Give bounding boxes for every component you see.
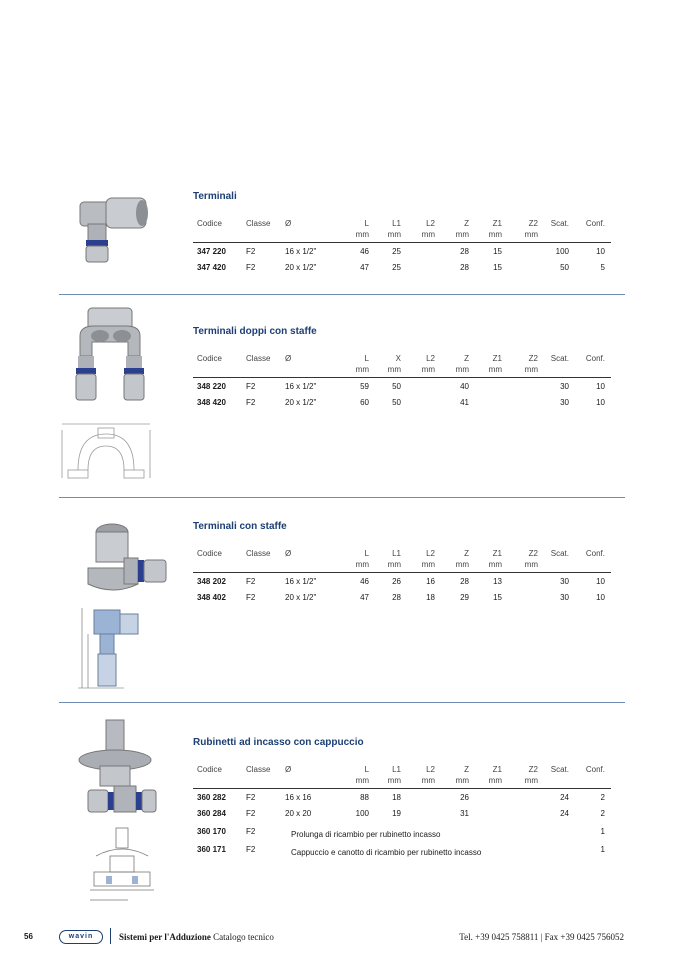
table-cell: 60 — [360, 398, 369, 407]
table-cell: F2 — [246, 263, 256, 272]
table-header — [193, 219, 611, 241]
table-cell: 10 — [596, 382, 605, 391]
table-header — [193, 549, 611, 571]
row-description: Cappuccio e canotto di ricambio per rubinetto incasso — [291, 848, 482, 857]
column-unit: mm — [387, 776, 401, 785]
section-title: Terminali con staffe — [193, 521, 287, 532]
column-header: Scat. — [550, 219, 569, 228]
column-unit: mm — [488, 365, 502, 374]
product-table — [193, 765, 611, 875]
table-cell: 15 — [493, 247, 502, 256]
table-row — [193, 593, 611, 605]
column-unit: mm — [421, 365, 435, 374]
terminal-bracket-image — [84, 520, 174, 598]
column-header: Ø — [285, 765, 292, 774]
terminal-bracket-drawing — [74, 604, 146, 690]
column-unit: mm — [455, 365, 469, 374]
table-cell: 20 x 1/2" — [285, 263, 317, 272]
product-code: 360 284 — [197, 809, 226, 818]
column-header: L — [364, 219, 369, 228]
column-unit: mm — [524, 776, 538, 785]
page-footer — [0, 925, 678, 949]
table-cell: 2 — [600, 793, 605, 802]
table-cell: 30 — [560, 577, 569, 586]
table-cell: 30 — [560, 398, 569, 407]
table-cell: 15 — [493, 263, 502, 272]
table-cell: 41 — [460, 398, 469, 407]
column-unit: mm — [524, 365, 538, 374]
column-unit: mm — [421, 230, 435, 239]
table-cell: 20 x 1/2" — [285, 593, 317, 602]
column-header: L — [364, 354, 369, 363]
table-cell: 24 — [560, 809, 569, 818]
product-code: 348 220 — [197, 382, 226, 391]
table-cell: 18 — [392, 793, 401, 802]
table-cell: F2 — [246, 577, 256, 586]
table-cell: 100 — [555, 247, 569, 256]
product-code: 347 220 — [197, 247, 226, 256]
column-header: Z1 — [492, 549, 502, 558]
column-header: Conf. — [585, 549, 605, 558]
column-unit: mm — [355, 776, 369, 785]
table-cell: 20 x 20 — [285, 809, 312, 818]
table-cell: F2 — [246, 593, 256, 602]
column-header: Conf. — [585, 765, 605, 774]
column-header: Z — [464, 765, 469, 774]
column-unit: mm — [355, 560, 369, 569]
terminal-tee-image — [74, 196, 154, 268]
table-cell: 30 — [560, 593, 569, 602]
table-cell: 47 — [360, 263, 369, 272]
table-cell: 28 — [392, 593, 401, 602]
column-header: Z — [464, 219, 469, 228]
table-row — [193, 247, 611, 259]
table-cell: 88 — [360, 793, 369, 802]
section-title: Terminali doppi con staffe — [193, 326, 317, 337]
column-unit: mm — [387, 365, 401, 374]
product-code: 348 202 — [197, 577, 226, 586]
section-title: Terminali — [193, 191, 237, 202]
table-cell: 50 — [560, 263, 569, 272]
product-code: 360 171 — [197, 845, 226, 854]
product-code: 360 282 — [197, 793, 226, 802]
column-header: L1 — [392, 219, 401, 228]
table-cell: 16 x 1/2" — [285, 247, 317, 256]
table-cell: 18 — [426, 593, 435, 602]
header-rule — [193, 788, 611, 789]
table-cell: 47 — [360, 593, 369, 602]
section-title: Rubinetti ad incasso con cappuccio — [193, 737, 364, 748]
section-divider — [59, 294, 625, 295]
column-header: Z2 — [528, 354, 538, 363]
column-unit: mm — [421, 776, 435, 785]
valve-with-cap-image — [74, 718, 160, 822]
double-terminal-image — [70, 306, 150, 406]
product-code: 360 170 — [197, 827, 226, 836]
contact-info: Tel. +39 0425 758811 | Fax +39 0425 756052 — [459, 932, 624, 942]
catalog-title — [119, 932, 274, 942]
footer-separator — [110, 928, 111, 944]
table-cell: 13 — [493, 577, 502, 586]
table-row — [193, 793, 611, 805]
header-rule — [193, 377, 611, 378]
table-cell: 29 — [460, 593, 469, 602]
column-header: Conf. — [585, 354, 605, 363]
table-cell: F2 — [246, 382, 256, 391]
catalog-title-rest: Catalogo tecnico — [210, 932, 274, 942]
column-unit: mm — [488, 776, 502, 785]
table-header — [193, 354, 611, 376]
table-cell: 10 — [596, 398, 605, 407]
table-cell: 30 — [560, 382, 569, 391]
table-cell: F2 — [246, 793, 256, 802]
table-cell: 100 — [355, 809, 369, 818]
column-header: Z — [464, 354, 469, 363]
table-cell: 50 — [392, 398, 401, 407]
table-cell: 59 — [360, 382, 369, 391]
table-cell: 1 — [600, 845, 605, 854]
column-header: L2 — [426, 549, 435, 558]
table-cell: 10 — [596, 247, 605, 256]
table-cell: 16 x 1/2" — [285, 577, 317, 586]
column-header: Codice — [197, 219, 222, 228]
column-header: L2 — [426, 354, 435, 363]
column-header: Z2 — [528, 549, 538, 558]
column-header: Z2 — [528, 765, 538, 774]
column-unit: mm — [455, 776, 469, 785]
column-header: Classe — [246, 354, 271, 363]
table-cell: 25 — [392, 247, 401, 256]
table-row — [193, 263, 611, 275]
column-unit: mm — [421, 560, 435, 569]
table-cell: 16 x 1/2" — [285, 382, 317, 391]
table-cell: 28 — [460, 263, 469, 272]
table-cell: F2 — [246, 398, 256, 407]
column-unit: mm — [387, 230, 401, 239]
header-rule — [193, 242, 611, 243]
column-unit: mm — [488, 230, 502, 239]
table-cell: 10 — [596, 593, 605, 602]
column-header: Z2 — [528, 219, 538, 228]
column-header: Codice — [197, 765, 222, 774]
table-cell: 10 — [596, 577, 605, 586]
product-code: 348 420 — [197, 398, 226, 407]
table-cell: 2 — [600, 809, 605, 818]
table-cell: 15 — [493, 593, 502, 602]
table-cell: 16 x 16 — [285, 793, 312, 802]
table-row — [193, 845, 611, 857]
table-cell: 5 — [600, 263, 605, 272]
table-cell: 19 — [392, 809, 401, 818]
product-code: 348 402 — [197, 593, 226, 602]
table-header — [193, 765, 611, 787]
column-unit: mm — [488, 560, 502, 569]
column-header: Classe — [246, 219, 271, 228]
table-cell: 1 — [600, 827, 605, 836]
column-header: L2 — [426, 765, 435, 774]
table-cell: 31 — [460, 809, 469, 818]
table-cell: 28 — [460, 577, 469, 586]
table-cell: 25 — [392, 263, 401, 272]
column-header: Z1 — [492, 219, 502, 228]
table-cell: F2 — [246, 827, 256, 836]
table-row — [193, 382, 611, 394]
row-description: Prolunga di ricambio per rubinetto incasso — [291, 830, 441, 839]
column-header: Codice — [197, 354, 222, 363]
column-header: Scat. — [550, 549, 569, 558]
table-cell: 20 x 1/2" — [285, 398, 317, 407]
table-cell: 16 — [426, 577, 435, 586]
column-unit: mm — [524, 560, 538, 569]
column-header: L — [364, 549, 369, 558]
column-header: Z1 — [492, 354, 502, 363]
table-cell: 28 — [460, 247, 469, 256]
table-cell: 40 — [460, 382, 469, 391]
column-header: L1 — [392, 765, 401, 774]
column-unit: mm — [524, 230, 538, 239]
column-header: L1 — [392, 549, 401, 558]
column-unit: mm — [387, 560, 401, 569]
table-cell: 46 — [360, 247, 369, 256]
column-header: Classe — [246, 549, 271, 558]
column-header: Ø — [285, 549, 292, 558]
column-unit: mm — [355, 230, 369, 239]
column-header: L2 — [426, 219, 435, 228]
page-number: 56 — [24, 932, 33, 941]
table-row — [193, 398, 611, 410]
column-header: Conf. — [585, 219, 605, 228]
column-header: X — [395, 354, 401, 363]
column-header: Ø — [285, 219, 292, 228]
column-header: L — [364, 765, 369, 774]
column-unit: mm — [455, 230, 469, 239]
column-header: Z — [464, 549, 469, 558]
double-terminal-drawing — [58, 420, 154, 482]
column-header: Scat. — [550, 354, 569, 363]
section-divider — [59, 702, 625, 703]
header-rule — [193, 572, 611, 573]
column-unit: mm — [355, 365, 369, 374]
column-header: Scat. — [550, 765, 569, 774]
column-header: Ø — [285, 354, 292, 363]
table-cell: F2 — [246, 809, 256, 818]
table-row — [193, 577, 611, 589]
table-cell: F2 — [246, 845, 256, 854]
column-header: Codice — [197, 549, 222, 558]
table-cell: F2 — [246, 247, 256, 256]
column-header: Classe — [246, 765, 271, 774]
product-code: 347 420 — [197, 263, 226, 272]
table-cell: 50 — [392, 382, 401, 391]
table-cell: 24 — [560, 793, 569, 802]
table-cell: 26 — [392, 577, 401, 586]
column-unit: mm — [455, 560, 469, 569]
table-cell: 26 — [460, 793, 469, 802]
table-cell: 46 — [360, 577, 369, 586]
table-row — [193, 827, 611, 839]
catalog-title-bold: Sistemi per l'Adduzione — [119, 932, 211, 942]
column-header: Z1 — [492, 765, 502, 774]
valve-with-cap-drawing — [88, 826, 160, 904]
table-row — [193, 809, 611, 821]
section-divider — [59, 497, 625, 498]
wavin-logo: wavin — [59, 930, 103, 944]
